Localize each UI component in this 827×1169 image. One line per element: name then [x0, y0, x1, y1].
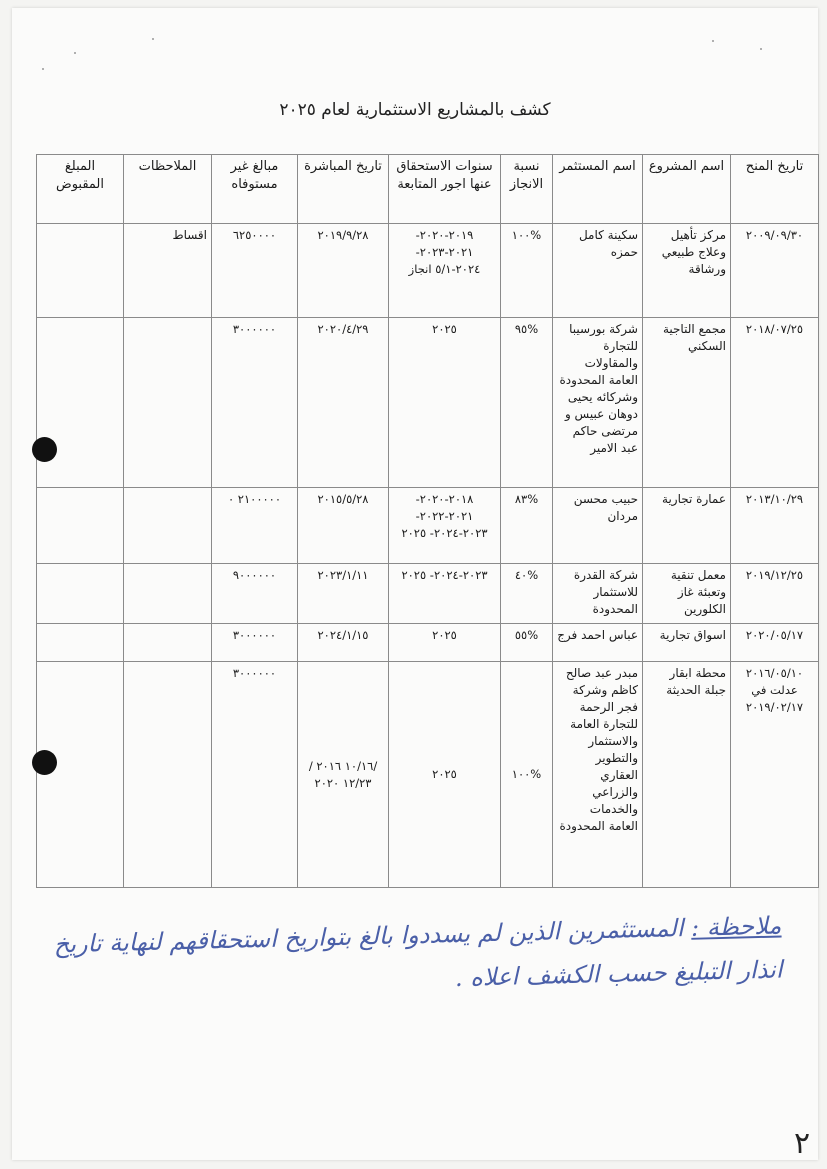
start-date-cell: ٢٠١٩/٩/٢٨	[298, 224, 389, 318]
start-date-cell: ٢٠٢٠/٤/٢٩	[298, 318, 389, 488]
received-amount-cell	[37, 662, 124, 888]
notes-cell	[124, 662, 212, 888]
notes-cell	[124, 488, 212, 564]
scan-speck	[760, 48, 762, 50]
received-amount-cell	[37, 624, 124, 662]
notes-cell	[124, 564, 212, 624]
grant-date-cell: ٢٠٠٩/٠٩/٣٠	[731, 224, 819, 318]
column-header: سنوات الاستحقاق عنها اجور المتابعة	[389, 155, 501, 224]
completion-cell: %٥٥	[501, 624, 553, 662]
projects-table	[36, 154, 819, 888]
page-title: كشف بالمشاريع الاستثمارية لعام ٢٠٢٥	[279, 100, 551, 120]
table-row	[37, 224, 819, 318]
column-header: مبالغ غير مستوفاه	[212, 155, 298, 224]
column-header: الملاحظات	[124, 155, 212, 224]
grant-date-cell: ٢٠١٣/١٠/٢٩	[731, 488, 819, 564]
years-cell: ٢٠٢٣-٢٠٢٤- ٢٠٢٥	[389, 564, 501, 624]
column-header: نسبة الانجاز	[501, 155, 553, 224]
column-header: تاريخ المنح	[731, 155, 819, 224]
column-header: اسم المستثمر	[553, 155, 643, 224]
start-date-cell: ٢٠٢٤/١/١٥	[298, 624, 389, 662]
unpaid-amount-cell: ٦٢٥٠٠٠٠	[212, 224, 298, 318]
investor-cell: شركة القدرة للاستثمار المحدودة	[553, 564, 643, 624]
handwritten-note-text: المستثمرين الذين لم يسددوا بالغ بتواريخ استحقاقهم لنهاية تاريخ انذار التبليغ حسب الكشف اعلاه .	[53, 914, 783, 993]
unpaid-amount-cell: ٢١٠٠٠٠٠ ٠	[212, 488, 298, 564]
table-row	[37, 318, 819, 488]
years-cell: ٢٠٢٥	[389, 624, 501, 662]
years-cell: ٢٠٢٥	[389, 318, 501, 488]
document-page	[12, 8, 818, 1160]
received-amount-cell	[37, 318, 124, 488]
table-row	[37, 662, 819, 888]
investor-cell: سكينة كامل حمزه	[553, 224, 643, 318]
unpaid-amount-cell: ٩٠٠٠٠٠٠	[212, 564, 298, 624]
project-name-cell: مجمع التاجية السكني	[643, 318, 731, 488]
project-name-cell: مركز تأهيل وعلاج طبيعي ورشاقة	[643, 224, 731, 318]
received-amount-cell	[37, 224, 124, 318]
punch-hole	[32, 750, 57, 775]
completion-cell: %١٠٠	[501, 224, 553, 318]
handwritten-note-label: ملاحظة :	[690, 911, 782, 942]
table-header-row	[37, 155, 819, 224]
table-row	[37, 624, 819, 662]
project-name-cell: عمارة تجارية	[643, 488, 731, 564]
project-name-cell: اسواق تجارية	[643, 624, 731, 662]
grant-date-cell: ٢٠٢٠/٠٥/١٧	[731, 624, 819, 662]
unpaid-amount-cell: ٣٠٠٠٠٠٠	[212, 318, 298, 488]
start-date-cell: ٢٠٢٣/١/١١	[298, 564, 389, 624]
unpaid-amount-cell: ٣٠٠٠٠٠٠	[212, 624, 298, 662]
table-row	[37, 488, 819, 564]
table-row	[37, 564, 819, 624]
grant-date-cell: ٢٠١٨/٠٧/٢٥	[731, 318, 819, 488]
years-cell: ٢٠١٨-٢٠٢٠- ٢٠٢١-٢٠٢٢- ٢٠٢٣-٢٠٢٤- ٢٠٢٥	[389, 488, 501, 564]
completion-cell: %١٠٠	[501, 662, 553, 888]
investor-cell: عباس احمد فرج	[553, 624, 643, 662]
start-date-cell: /١٠/١٦ ٢٠١٦ /١٢/٢٣ ٢٠٢٠	[298, 662, 389, 888]
years-cell: ٢٠١٩-٢٠٢٠- ٢٠٢١-٢٠٢٣- ٢٠٢٤-٥/١ انجاز	[389, 224, 501, 318]
handwritten-note	[51, 903, 783, 1010]
grant-date-cell: ٢٠١٦/٠٥/١٠ عدلت في ٢٠١٩/٠٢/١٧	[731, 662, 819, 888]
project-name-cell: معمل تنقية وتعبئة غاز الكلورين	[643, 564, 731, 624]
scan-speck	[74, 52, 76, 54]
completion-cell: %٩٥	[501, 318, 553, 488]
column-header: المبلغ المقبوض	[37, 155, 124, 224]
page-number-mark: ٢	[794, 1126, 811, 1161]
scan-speck	[712, 40, 714, 42]
completion-cell: %٨٣	[501, 488, 553, 564]
received-amount-cell	[37, 564, 124, 624]
scan-speck	[152, 38, 154, 40]
start-date-cell: ٢٠١٥/٥/٢٨	[298, 488, 389, 564]
punch-hole	[32, 437, 57, 462]
years-cell: ٢٠٢٥	[389, 662, 501, 888]
column-header: اسم المشروع	[643, 155, 731, 224]
scan-speck	[42, 68, 44, 70]
notes-cell	[124, 318, 212, 488]
investor-cell: مبدر عبد صالح كاظم وشركة فجر الرحمة للتجارة العامة والاستثمار والتطوير العقاري والزراعي والخدمات العامة المحدودة	[553, 662, 643, 888]
notes-cell	[124, 624, 212, 662]
project-name-cell: محطة ابقار جبلة الحديثة	[643, 662, 731, 888]
unpaid-amount-cell: ٣٠٠٠٠٠٠	[212, 662, 298, 888]
column-header: تاريخ المباشرة	[298, 155, 389, 224]
investor-cell: حبيب محسن مردان	[553, 488, 643, 564]
notes-cell: اقساط	[124, 224, 212, 318]
completion-cell: %٤٠	[501, 564, 553, 624]
investor-cell: شركة بورسيبا للتجارة والمقاولات العامة المحدودة وشركائه يحيى دوهان عبيس و مرتضى حاكم عبد الامير	[553, 318, 643, 488]
grant-date-cell: ٢٠١٩/١٢/٢٥	[731, 564, 819, 624]
received-amount-cell	[37, 488, 124, 564]
